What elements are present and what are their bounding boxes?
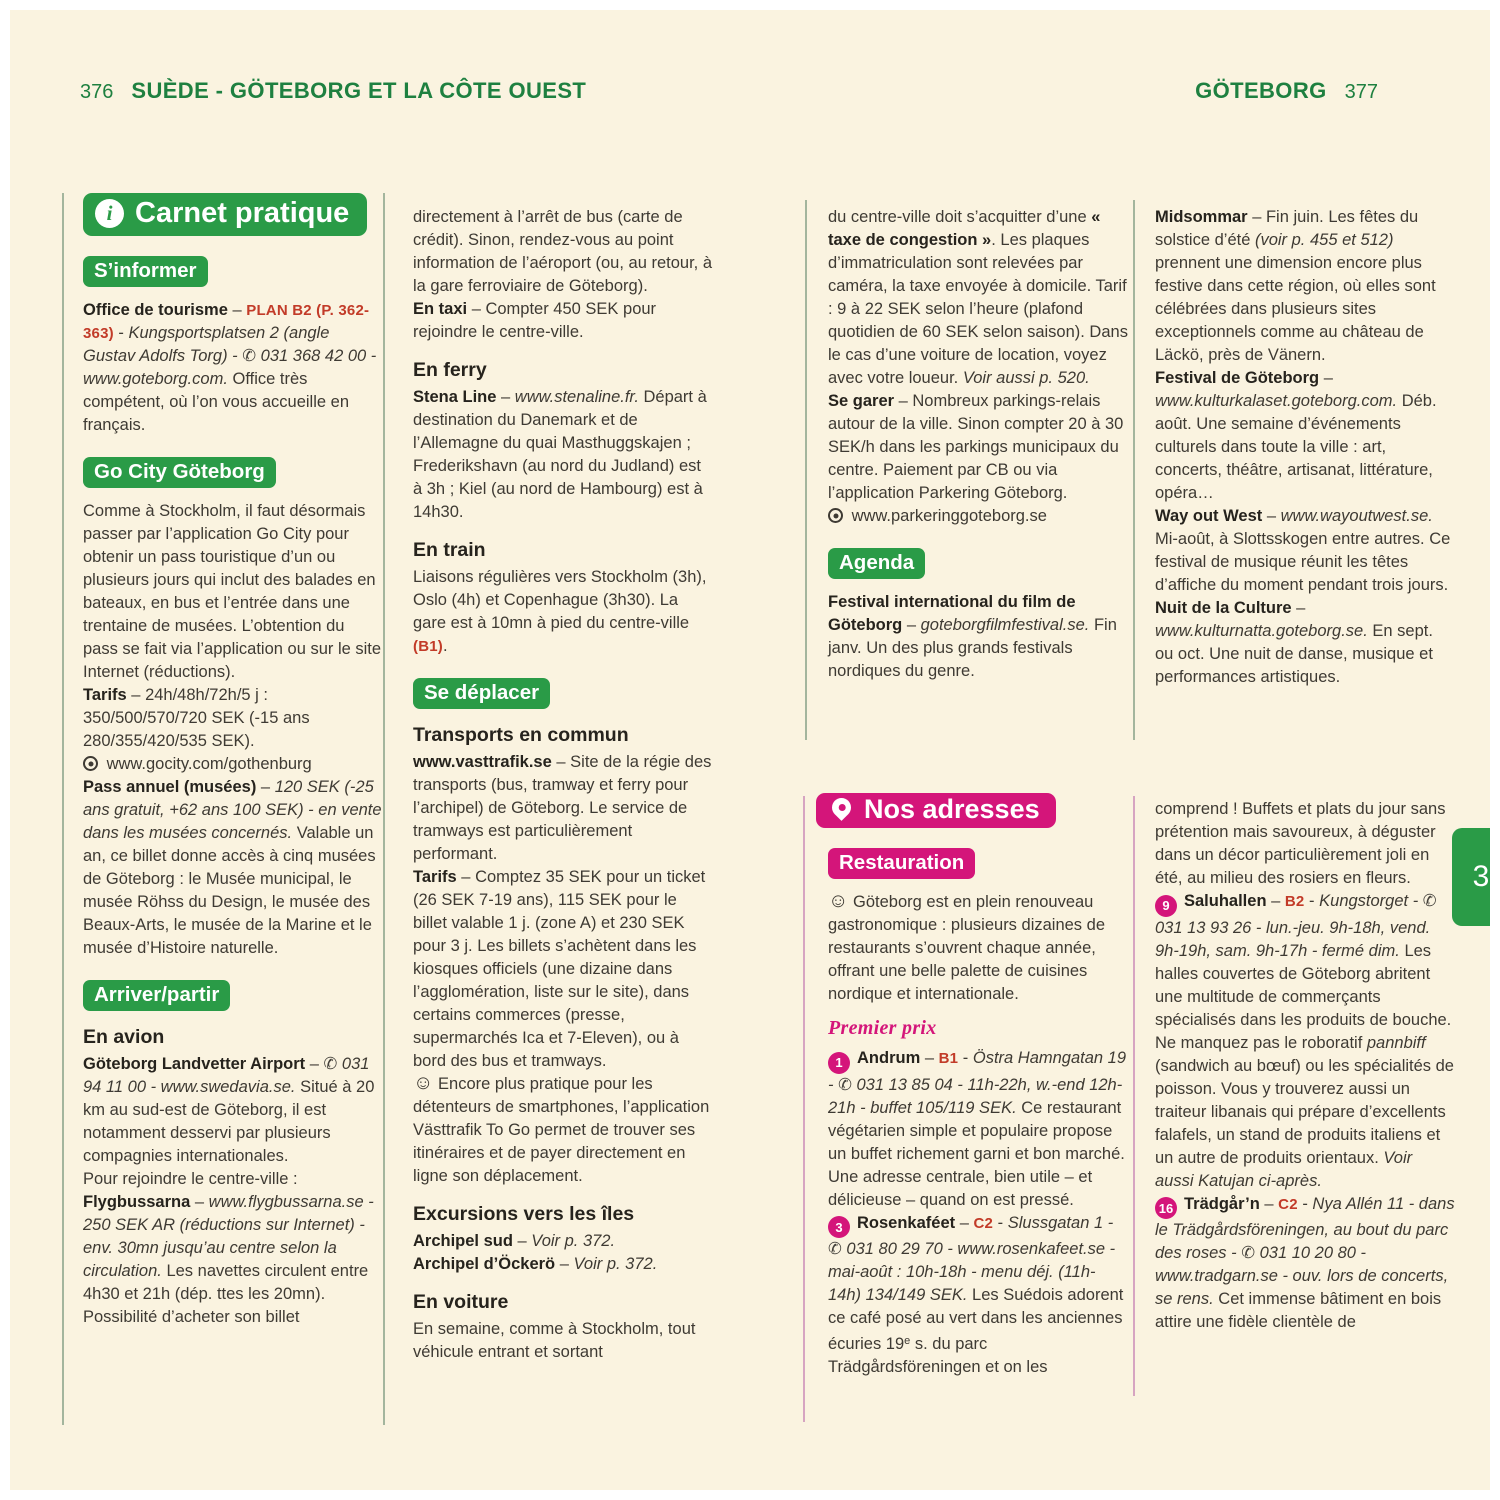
- paragraph: [413, 751, 713, 866]
- column-rule: [803, 796, 805, 1422]
- address-number-badge: 16: [1155, 1197, 1177, 1219]
- paragraph: [83, 299, 383, 437]
- text-run: En semaine, comme à Stockholm, tout véhicule entrant et sortant: [413, 1320, 696, 1361]
- phone-icon: ✆: [838, 1075, 852, 1094]
- paragraph: [413, 386, 713, 524]
- text-run: –: [1319, 369, 1333, 387]
- paragraph: [1155, 798, 1455, 890]
- text-run: Archipel sud: [413, 1232, 513, 1250]
- page-number-right: 377: [1344, 81, 1378, 103]
- text-run: En sept. ou oct. Une nuit de danse, musique et performances artistiques.: [1155, 622, 1433, 686]
- text-run: –: [496, 388, 515, 406]
- text-run: –: [227, 301, 247, 319]
- text-run: Liaisons régulières vers Stockholm (3h), Oslo (4h) et Copenhague (3h30). La gare est à 10mn à pied du centre-ville: [413, 568, 707, 632]
- paragraph: [413, 566, 713, 658]
- subheading: Excursions vers les îles: [413, 1203, 635, 1225]
- text-run: – Fin juin. Les fêtes du solstice d’été: [1155, 208, 1419, 249]
- map-grid-reference: B1: [938, 1050, 959, 1067]
- banner-title: Carnet pratique: [135, 197, 350, 229]
- text-run: Way out West: [1155, 507, 1263, 525]
- text-run: www.kulturkalaset.goteborg.com.: [1155, 392, 1398, 410]
- section-label: S’informer: [83, 256, 208, 287]
- text-run: -: [1304, 892, 1320, 910]
- map-grid-reference: C2: [1278, 1195, 1298, 1213]
- text-run: Voir p. 372.: [531, 1232, 616, 1250]
- text-run: –: [256, 778, 275, 796]
- text-run: -: [113, 324, 129, 342]
- subheading: En ferry: [413, 359, 487, 381]
- text-run: www.kulturnatta.goteborg.se.: [1155, 622, 1368, 640]
- text-run: Les navettes circulent entre 4h30 et 21h (dép. ttes les 20mn). Possibilité d’acheter son billet: [83, 1262, 369, 1326]
- text-run: Festival de Göteborg: [1155, 369, 1320, 387]
- text-run: – Compter 450 SEK pour rejoindre le centre-ville.: [413, 300, 657, 341]
- section-label: Agenda: [828, 548, 925, 579]
- paragraph: [828, 891, 1128, 1006]
- running-header: [70, 78, 1430, 108]
- section-label: Arriver/partir: [83, 980, 230, 1011]
- column-4-carnet: [1155, 206, 1455, 689]
- text-run: www.wayoutwest.se.: [1280, 507, 1433, 525]
- text-run: Pour rejoindre le centre-ville :: [83, 1170, 298, 1188]
- section-label: Restauration: [828, 848, 975, 879]
- smiley-icon: ☺: [413, 1072, 434, 1094]
- text-run: . Les plaques d’immatriculation sont relevées par caméra, la taxe envoyée à domicile. Tarif : 9 à 22 SEK selon l’heure (plafond quotidien de 60 SEK selon saison). Dans le cas d’une voiture de location, voyez avec votre loueur.: [828, 231, 1128, 387]
- text-run: Pass annuel (musées): [83, 778, 257, 796]
- subheading: Transports en commun: [413, 724, 629, 746]
- text-run: 031 368 42 00 - www.goteborg.com.: [83, 347, 377, 388]
- text-run: www.flygbussarna.se - 250 SEK AR (réductions sur Internet) - env. 30mn jusqu’au centre selon la circulation.: [83, 1193, 374, 1280]
- text-run: Andrum: [857, 1049, 921, 1067]
- text-run: –: [305, 1055, 324, 1073]
- text-run: Nuit de la Culture: [1155, 599, 1292, 617]
- text-run: -: [958, 1049, 973, 1067]
- paragraph: [83, 500, 383, 684]
- address-number-badge: 3: [828, 1216, 850, 1238]
- text-run: En taxi: [413, 300, 468, 318]
- text-run: Voir aussi Katujan ci-après.: [1155, 1148, 1413, 1190]
- chapter-tab-number: 3: [1472, 860, 1490, 893]
- text-run: Göteborg Landvetter Airport: [83, 1055, 306, 1073]
- column-rule: [383, 193, 385, 1425]
- text-run: Déb. août. Une semaine d’événements culturels dans toute la ville : art, concerts, théâtre, artisanat, littérature, opéra…: [1155, 392, 1437, 502]
- column-rule: [1133, 200, 1135, 740]
- text-run: directement à l’arrêt de bus (carte de crédit). Sinon, rendez-vous au point information de l’aéroport (ou, au retour, à la gare ferroviaire de Göteborg).: [413, 208, 713, 295]
- paragraph: [83, 1191, 383, 1329]
- paragraph: [1155, 206, 1455, 367]
- paragraph: [1155, 1193, 1455, 1335]
- paragraph: [413, 206, 713, 298]
- text-run: s. du parc Trädgårdsföreningen et on les: [828, 1335, 1048, 1376]
- running-title-left: SUÈDE - GÖTEBORG ET LA CÔTE OUEST: [131, 78, 587, 103]
- paragraph: [83, 684, 383, 753]
- header-left: [80, 78, 586, 104]
- text-run: (voir p. 455 et 512): [1254, 231, 1394, 249]
- phone-icon: ✆: [242, 347, 257, 365]
- text-run: Östra Hamngatan 19 -: [828, 1049, 1127, 1094]
- text-run: 031 13 93 26 - lun.-jeu. 9h-18h, vend. 9h-19h, sam. 9h-17h - fermé dim.: [1155, 918, 1431, 960]
- text-run: Mi-août, à Slottsskogen entre autres. Ce festival de musique réunit les têtes d’affiche du moment pendant trois jours.: [1155, 530, 1451, 594]
- text-run: -: [993, 1213, 1008, 1232]
- text-run: Fin janv. Un des plus grands festivals nordiques du genre.: [828, 616, 1117, 680]
- text-run: Göteborg est en plein renouveau gastronomique : plusieurs dizaines de restaurants s’ouvrent chaque année, offrant une belle palette de cuisines nordique et internationale.: [828, 893, 1105, 1003]
- text-run: Encore plus pratique pour les détenteurs de smartphones, l’application Västtrafik To Go permet de trouver ses itinéraires et de payer directement en ligne son déplacement.: [413, 1075, 710, 1185]
- paragraph: [1155, 597, 1455, 689]
- text-run: Les halles couvertes de Göteborg abritent une multitude de commerçants spécialisés dans les produits de bouche. Ne manquez pas le roboratif: [1155, 941, 1452, 1052]
- column-rule: [1133, 796, 1135, 1396]
- paragraph: [828, 1212, 1128, 1380]
- text-run: Situé à 20 km au sud-est de Göteborg, il est notamment desservi par plusieurs compagnies internationales.: [83, 1078, 375, 1165]
- text-run: Kungsportsplatsen 2 (angle Gustav Adolfs Torg) -: [83, 324, 330, 365]
- banner-title: Nos adresses: [864, 794, 1040, 824]
- paragraph: [83, 1168, 383, 1191]
- text-run: –: [1291, 599, 1306, 617]
- text-run: goteborgfilmfestival.se.: [920, 616, 1090, 634]
- text-run: Se garer: [828, 392, 895, 410]
- text-run: –: [955, 1213, 974, 1232]
- map-grid-reference: C2: [973, 1214, 994, 1232]
- text-run: Départ à destination du Danemark et de l’Allemagne du quai Masthuggskajen ; Frederikshavn (au nord du Judland) est à 3h ; Kiel (au nord de Hambourg) est à 14h30.: [413, 388, 707, 521]
- column-3-adresses: [816, 793, 1128, 1379]
- text-run: pannbiff: [1366, 1033, 1426, 1052]
- carnet-pratique-banner: [83, 193, 367, 236]
- text-run: Flygbussarna: [83, 1193, 191, 1211]
- text-run: e: [904, 1335, 911, 1347]
- paragraph: [1155, 367, 1455, 505]
- text-run: www.gocity.com/gothenburg: [102, 755, 312, 773]
- text-run: Valable un an, ce billet donne accès à cinq musées de Göteborg : le Musée municipal, le musée Röhss du Design, le musée des Beaux-Arts, le musée de la Marine et le musée d’Histoire naturelle.: [83, 824, 376, 957]
- address-number-badge: 9: [1155, 895, 1177, 917]
- price-category-heading: Premier prix: [828, 1017, 937, 1039]
- text-run: 120 SEK (-25 ans gratuit, +62 ans 100 SEK) - en vente dans les musées concernés.: [83, 778, 382, 842]
- paragraph: [413, 866, 713, 1073]
- text-run: –: [555, 1255, 574, 1273]
- text-run: Office très compétent, où l’on vous accueille en français.: [83, 370, 349, 434]
- paragraph: [828, 390, 1128, 505]
- text-run: –: [1259, 1194, 1279, 1213]
- nos-adresses-banner: [816, 793, 1056, 828]
- text-run: Voir p. 372.: [573, 1255, 658, 1273]
- text-run: prennent une dimension encore plus festive dans cette région, où elles sont célébrées dans plusieurs sites exceptionnels comme au château de Läckö, près de Vänern.: [1155, 254, 1436, 364]
- text-run: Tarifs: [83, 686, 127, 704]
- text-run: www.vasttrafik.se: [413, 753, 552, 771]
- column-rule: [62, 193, 64, 1425]
- smiley-icon: ☺: [828, 890, 849, 912]
- text-run: – Nombreux parkings-relais autour de la ville. Sinon compter 20 à 30 SEK/h dans les parkings municipaux du centre. Paiement par CB ou via l’application Parkering Göteborg.: [828, 392, 1124, 502]
- text-run: Rosenkaféet: [857, 1213, 956, 1232]
- section-label: Go City Göteborg: [83, 457, 276, 488]
- paragraph: [828, 1047, 1128, 1212]
- text-run: Archipel d’Öckerö: [413, 1255, 556, 1273]
- header-right: [1195, 78, 1378, 104]
- text-run: –: [1266, 892, 1285, 910]
- paragraph: [83, 1053, 383, 1168]
- column-2-carnet: [413, 206, 713, 1364]
- address-number-badge: 1: [828, 1052, 850, 1074]
- paragraph: [83, 776, 383, 960]
- text-run: – 24h/48h/72h/5 j : 350/500/570/720 SEK (-15 ans 280/355/420/535 SEK).: [83, 686, 310, 750]
- text-run: 031 13 85 04 - 11h-22h, w.-end 12h-21h - buffet 105/119 SEK.: [828, 1075, 1123, 1117]
- phone-icon: ✆: [1422, 892, 1437, 910]
- text-run: Festival international du film de Göteborg: [828, 593, 1076, 634]
- text-run: Nya Allén 11 - dans le Trädgårdsföreningen, au bout du parc des roses -: [1155, 1194, 1455, 1262]
- map-grid-reference: PLAN B2 (P. 362-363): [83, 302, 370, 342]
- text-run: –: [190, 1193, 209, 1211]
- column-4-adresses: [1155, 798, 1455, 1334]
- text-run: 031 80 29 70 - www.rosenkafeet.se - mai-août : 10h-18h - menu déj. (11h-14h) 134/149 SEK.: [828, 1240, 1116, 1304]
- text-run: Midsommar: [1155, 208, 1248, 226]
- text-run: Slussgatan 1 -: [1007, 1213, 1114, 1232]
- text-run: « taxe de congestion »: [828, 208, 1101, 249]
- paragraph: [413, 1318, 713, 1364]
- text-run: www.parkeringgoteborg.se: [847, 507, 1047, 525]
- text-run: www.stenaline.fr.: [514, 388, 639, 406]
- phone-icon: ✆: [1241, 1244, 1256, 1262]
- text-run: Kungstorget -: [1319, 892, 1423, 910]
- subheading: En avion: [83, 1026, 165, 1048]
- phone-icon: ✆: [828, 1240, 842, 1258]
- text-run: Saluhallen: [1184, 892, 1267, 910]
- text-run: –: [512, 1232, 532, 1250]
- text-run: (sandwich au bœuf) ou les spécialités de poisson. Vous y trouverez aussi un traiteur libanais qui prépare d’excellents falafels, un stand de produits italiens et un autre de produits orientaux.: [1155, 1056, 1454, 1167]
- column-1-carnet: [83, 193, 383, 1329]
- running-title-right: GÖTEBORG: [1195, 78, 1327, 103]
- text-run: comprend ! Buffets et plats du jour sans prétention mais savoureux, à déguster dans un décor particulièrement joli en été, au milieu des rosiers en fleurs.: [1155, 800, 1446, 887]
- phone-icon: ✆: [323, 1055, 338, 1073]
- text-run: –: [920, 1049, 939, 1067]
- paragraph: [1155, 505, 1455, 597]
- column-rule: [805, 200, 807, 740]
- text-run: Cet immense bâtiment en bois attire une fidèle clientèle de: [1155, 1290, 1442, 1331]
- web-icon: [828, 508, 843, 523]
- paragraph: [828, 591, 1128, 683]
- text-run: -: [1297, 1194, 1313, 1213]
- paragraph: [413, 1073, 713, 1188]
- page-number-left: 376: [80, 81, 114, 103]
- web-icon: [83, 756, 98, 771]
- text-run: Comme à Stockholm, il faut désormais passer par l’application Go City pour obtenir un pass touristique d’un ou plusieurs jours qui inclut des balades en bateaux, en bus et l’entrée dans une trentaine de musées. L’obtention du pass se fait via l’application ou sur le site Internet (réductions).: [83, 502, 382, 681]
- text-run: 031 94 11 00 - www.swedavia.se.: [83, 1055, 370, 1096]
- text-run: 031 10 20 80 - www.tradgarn.se - ouv. lors de concerts, se rens.: [1155, 1244, 1449, 1308]
- text-run: .: [442, 637, 448, 655]
- text-run: Tarifs: [413, 868, 457, 886]
- text-run: – Comptez 35 SEK pour un ticket (26 SEK 7-19 ans), 115 SEK pour le billet valable 1 j. (zone A) et 230 SEK pour 3 j. Les billets s’achètent dans les kiosques officiels (une dizaine dans l’agglomération, liste sur le site), dans certains commerces (presse, supermarchés Ica et 7-Eleven), ou à bord des bus et tramways.: [413, 868, 706, 1070]
- subheading: En voiture: [413, 1291, 509, 1313]
- paragraph: [828, 505, 1128, 528]
- paragraph: [413, 1253, 713, 1276]
- text-run: Les Suédois adorent ce café posé au vert dans les anciennes écuries 19: [828, 1286, 1124, 1353]
- chapter-tab: [1452, 828, 1490, 926]
- paragraph: [413, 298, 713, 344]
- text-run: du centre-ville doit s’acquitter d’une: [828, 208, 1092, 226]
- page: [10, 10, 1490, 1490]
- text-run: –: [902, 616, 921, 634]
- text-run: Office de tourisme: [83, 301, 228, 319]
- text-run: – Site de la régie des transports (bus, tramway et ferry pour l’archipel) de Göteborg. Le service de tramways est particulièrement performant.: [413, 753, 712, 863]
- paragraph: [413, 1230, 713, 1253]
- info-icon: i: [95, 199, 124, 228]
- pin-icon: [828, 794, 855, 821]
- paragraph: [83, 753, 383, 776]
- paragraph: [1155, 890, 1455, 1193]
- text-run: Voir aussi p. 520.: [962, 369, 1090, 387]
- text-run: Stena Line: [413, 388, 497, 406]
- map-grid-reference: B2: [1284, 893, 1305, 910]
- text-run: –: [1262, 507, 1281, 525]
- text-run: Trädgår’n: [1184, 1194, 1260, 1213]
- section-label: Se déplacer: [413, 678, 550, 709]
- text-run: Ce restaurant végétarien simple et populaire propose un buffet richement garni et bon marché. Une adresse centrale, bien utile – et délicieuse – quand on est pressé.: [828, 1098, 1125, 1209]
- subheading: En train: [413, 539, 486, 561]
- paragraph: [828, 206, 1128, 390]
- map-grid-reference: (B1): [413, 638, 443, 655]
- column-3-carnet: [828, 206, 1128, 683]
